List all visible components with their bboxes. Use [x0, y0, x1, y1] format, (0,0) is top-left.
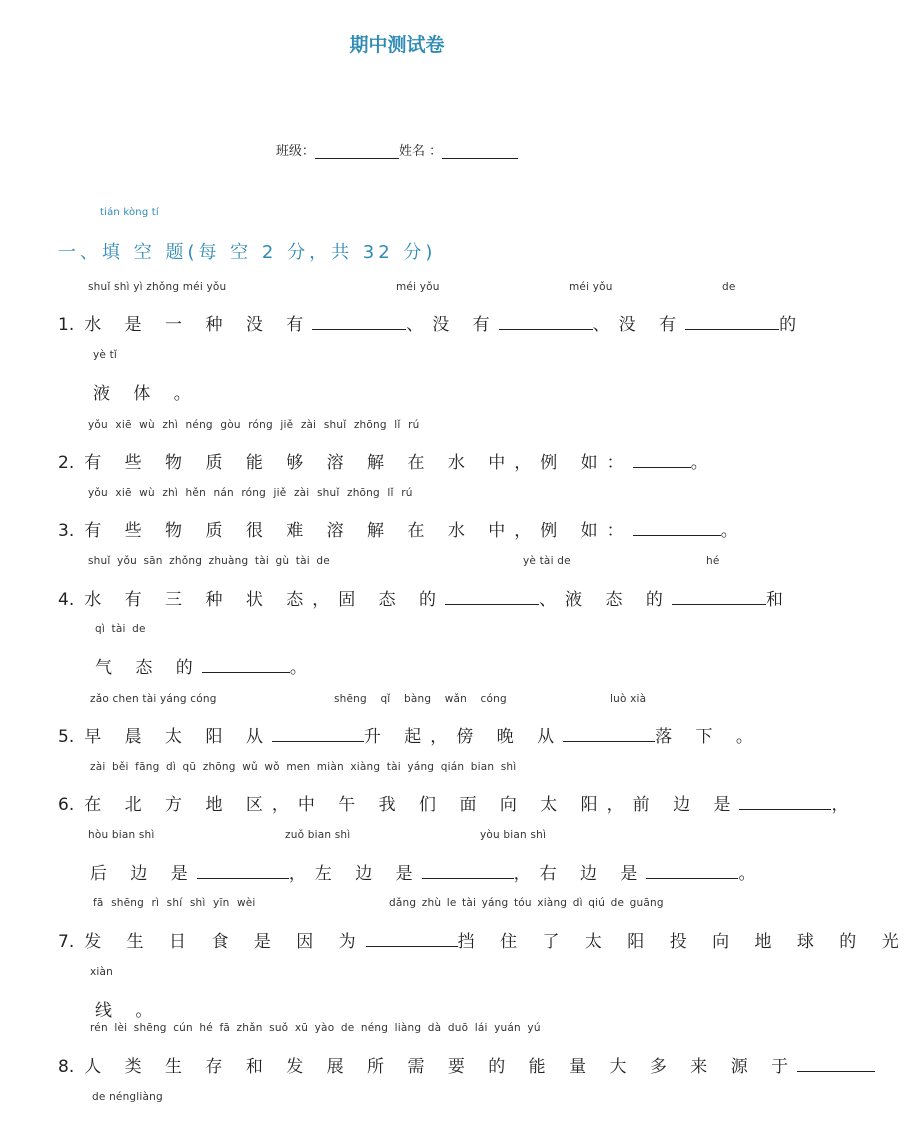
pinyin: dǎng zhù le tài yáng tóu xiàng dì qiú de guāng [389, 897, 664, 909]
answer-blank[interactable] [797, 1055, 875, 1072]
pinyin: yǒu xiē wù zhì néng gòu róng jiě zài shuǐ zhōng lǐ rú [88, 419, 420, 431]
question-1-line2: 液 体 。 [93, 384, 200, 404]
pinyin: de néngliàng [92, 1091, 163, 1103]
pinyin: de [722, 281, 736, 293]
answer-blank[interactable] [366, 930, 458, 947]
pinyin: méi yǒu [396, 281, 440, 293]
name-label: 姓名 ： [398, 144, 443, 159]
name-blank[interactable] [442, 145, 518, 159]
pinyin: qì tài de [95, 623, 146, 635]
answer-blank[interactable] [563, 725, 655, 742]
answer-blank[interactable] [646, 862, 738, 879]
pinyin: yòu bian shì [480, 829, 547, 841]
pinyin: hòu bian shì [88, 829, 155, 841]
pinyin: shēng qǐ bàng wǎn cóng [334, 693, 507, 705]
question-4-line2: 气 态 的 。 [95, 658, 316, 678]
question-4: 4. 水 有 三 种 状 态，固 态 的 、液 态 的 和 [58, 590, 792, 610]
answer-blank[interactable] [633, 451, 691, 468]
question-7: 7. 发 生 日 食 是 因 为 挡 住 了 太 阳 投 向 地 球 的 光 [58, 932, 909, 952]
answer-blank[interactable] [312, 313, 406, 330]
question-5: 5. 早 晨 太 阳 从 升 起，傍 晚 从 落 下 。 [58, 727, 762, 747]
answer-blank[interactable] [633, 519, 721, 536]
class-name-line [0, 140, 794, 159]
question-2: 2. 有 些 物 质 能 够 溶 解 在 水 中，例 如： 。 [58, 453, 717, 473]
section-pinyin: tián kòng tí [100, 207, 159, 218]
answer-blank[interactable] [739, 793, 831, 810]
answer-blank[interactable] [672, 588, 766, 605]
pinyin: shuǐ yǒu sān zhǒng zhuàng tài gù tài de [88, 555, 330, 567]
pinyin: zǎo chen tài yáng cóng [90, 693, 217, 705]
answer-blank[interactable] [445, 588, 539, 605]
pinyin: rén lèi shēng cún hé fā zhǎn suǒ xū yào de néng liàng dà duō lái yuán yú [90, 1022, 541, 1034]
answer-blank[interactable] [685, 313, 779, 330]
pinyin: yè tài de [523, 555, 571, 567]
pinyin: hé [706, 555, 720, 567]
class-blank[interactable] [315, 145, 399, 159]
pinyin: yǒu xiē wù zhì hěn nán róng jiě zài shuǐ zhōng lǐ rú [88, 487, 413, 499]
pinyin: xiàn [90, 966, 114, 978]
pinyin: shuǐ shì yì zhǒng méi yǒu [88, 281, 227, 293]
question-3: 3. 有 些 物 质 很 难 溶 解 在 水 中，例 如： 。 [58, 521, 747, 541]
question-6: 6. 在 北 方 地 区，中 午 我 们 面 向 太 阳，前 边 是 ， [58, 795, 858, 815]
question-8: 8. 人 类 生 存 和 发 展 所 需 要 的 能 量 大 多 来 源 于 [58, 1052, 875, 1077]
class-label: 班级： [275, 144, 315, 159]
answer-blank[interactable] [499, 313, 593, 330]
question-6-line2: 后 边 是 ，左 边 是 ，右 边 是 。 [90, 864, 765, 884]
pinyin: méi yǒu [569, 281, 613, 293]
question-1: 1. 水 是 一 种 没 有 、没 有 、没 有 的 [58, 315, 806, 335]
pinyin: luò xià [610, 693, 647, 705]
section-title: 一、填 空 题(每 空 2 分，共 32 分) [58, 242, 437, 263]
answer-blank[interactable] [202, 656, 290, 673]
pinyin: zài běi fāng dì qū zhōng wǔ wǒ men miàn xiàng tài yáng qián bian shì [90, 761, 517, 773]
answer-blank[interactable] [272, 725, 364, 742]
question-7-line2: 线 。 [95, 1001, 162, 1021]
pinyin: yè tǐ [93, 349, 118, 361]
pinyin: zuǒ bian shì [285, 829, 351, 841]
exam-title: 期中测试卷 [349, 34, 445, 56]
answer-blank[interactable] [422, 862, 514, 879]
pinyin: fā shēng rì shí shì yīn wèi [93, 897, 256, 909]
answer-blank[interactable] [197, 862, 289, 879]
